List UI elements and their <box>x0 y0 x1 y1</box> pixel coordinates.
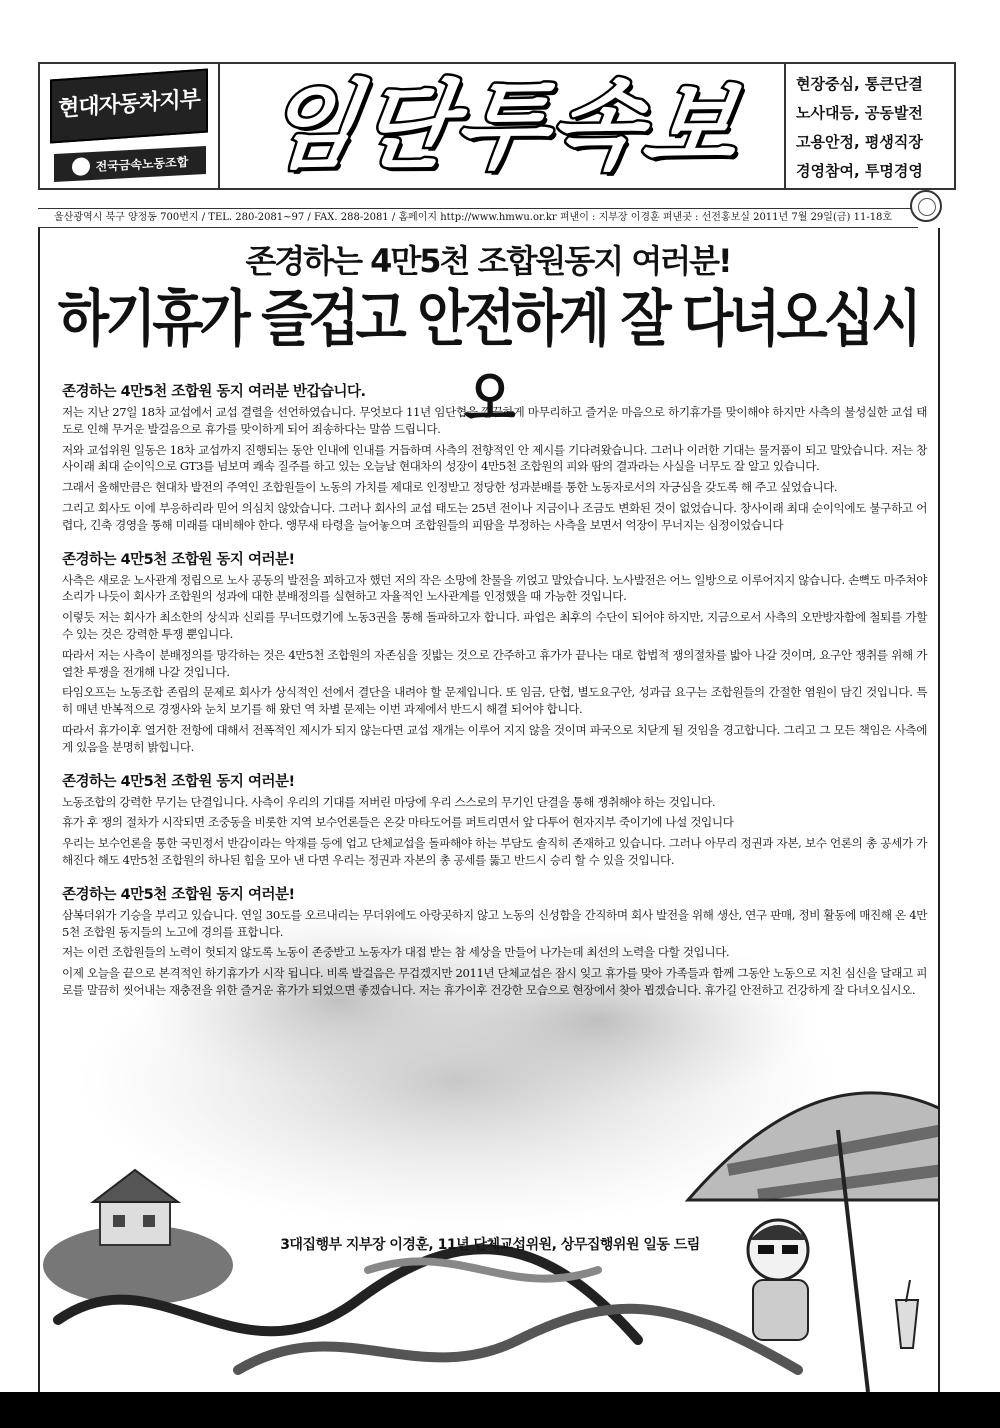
stamp-icon <box>910 190 942 222</box>
main-headline: 하기휴가 즐겁고 안전하게 잘 다녀오십시오 <box>57 284 919 435</box>
slogan-box <box>784 62 956 190</box>
paragraph: 우리는 보수언론을 통한 국민정서 반감이라는 악재를 등에 업고 단체교섭을 돌파해야 하는 부담도 솔직히 존재하고 있습니다. 그러나 아무리 정권과 자본, 보수 언론의 총 공세가 가해진다 해도 4만5천 조합원의 하나된 힘을 모아 낸 다면 우리는 정권과 자본의 총 공세를 뚫고 반드시 승리 할 수 있을 것입니다. <box>62 836 927 867</box>
paragraph: 따라서 휴가이후 열거한 전항에 대해서 전폭적인 제시가 되지 않는다면 교섭 재개는 이루어 지지 않을 것이며 파국으로 치닫게 될 것임을 경고합니다. 그리고 그 모든 책임은 사측에게 있음을 분명히 밝힙니다. <box>62 722 927 754</box>
paragraph: 따라서 저는 사측이 분배정의를 망각하는 것은 4만5천 조합원의 자존심을 짓밟는 것으로 간주하고 휴가가 끝나는 대로 합법적 쟁의절차를 밟아 나갈 것이며, 요구안 쟁취를 위해 가열찬 투쟁을 전개해 나갈 것입니다. <box>62 647 927 679</box>
logo-union-text: 전국금속노동조합 <box>95 154 189 174</box>
paragraph: 그래서 올해만큼은 현대차 발전의 주역인 조합원들이 노동의 가치를 제대로 인정받고 정당한 성과분배를 통한 노동자로서의 자긍심을 갖도록 해 주고 싶었습니다. <box>62 480 838 495</box>
logo-union-banner <box>54 146 206 182</box>
logo-flag-text: 현대자동차지부 <box>58 87 200 122</box>
section-greeting <box>62 380 927 534</box>
paragraph: 저는 지난 27일 18차 교섭에서 교섭 결렬을 선언하였습니다. 무엇보다 11년 임단협을 깔끔하게 마무리하고 즐거운 마음으로 하기휴가를 맞이해야 하지만 사측의 불성실한 교섭 태도로 인해 무거운 발걸음으로 휴가를 맞이하게 되어 죄송하다는 말씀 드립니다. <box>62 405 927 436</box>
publication-info: 울산광역시 북구 양정동 700번지 / TEL. 280-2081~97 / FAX. 288-2081 / 홈페이지 http://www.hmwu.or.kr 펴낸이 : 지부장 이경훈 펴낸곳 : 선전홍보실 2011년 7월 29일(금) 11-18호 <box>38 208 918 228</box>
paragraph: 이렇듯 저는 회사가 최소한의 상식과 신뢰를 무너뜨렸기에 노동3권을 통해 돌파하고자 합니다. 파업은 최후의 수단이 되어야 하지만, 지금으로서 사측의 오만방자함에 철퇴를 가할 수 있는 것은 강력한 투쟁 뿐입니다. <box>62 610 927 641</box>
paragraph: 그리고 회사도 이에 부응하리라 믿어 의심치 않았습니다. 그러나 회사의 교섭 태도는 25년 전이나 지금이나 조금도 변화된 것이 없었습니다. 창사이래 최대 순이익에도 불구하고 어렵다, 긴축 경영을 통해 미래를 대비해야 한다. 앵무새 타령을 늘어놓으며 조합원들의 피땀을 부정하는 사측을 보면서 억장이 무너지는 심정이었습니다 <box>62 500 927 532</box>
section-solidarity <box>62 770 927 869</box>
article-body <box>62 380 927 1013</box>
paragraph: 저는 이런 조합원들의 노력이 헛되지 않도록 노동이 존중받고 노동자가 대접 받는 참 세상을 만들어 나가는데 최선의 노력을 다할 것입니다. <box>62 945 730 960</box>
union-emblem-icon <box>72 157 90 176</box>
sub-headline: 존경하는 4만5천 조합원동지 여러분! <box>245 242 731 280</box>
slogan-3: 고용안정, 평생직장 <box>796 133 923 151</box>
masthead-title: 임단투속보 <box>257 70 747 182</box>
masthead <box>220 62 784 190</box>
paragraph: 휴가 후 쟁의 절차가 시작되면 조중동을 비롯한 지역 보수언론들은 온갖 마타도어를 퍼트리면서 앞 다투어 현자지부 죽이기에 나설 것입니다 <box>62 815 734 830</box>
section-labor-relations <box>62 548 927 756</box>
section-title: 존경하는 4만5천 조합원 동지 여러분 반갑습니다. <box>62 384 366 400</box>
union-logo <box>38 62 220 190</box>
slogan-2: 노사대등, 공동발전 <box>796 104 923 122</box>
section-title: 존경하는 4만5천 조합원 동지 여러분! <box>62 773 295 790</box>
logo-flag <box>50 68 208 143</box>
signature: 3대집행부 지부장 이경훈, 11년 단체교섭위원, 상무집행위원 일동 드림 <box>280 1237 700 1253</box>
slogan-1: 현장중심, 통큰단결 <box>796 75 923 93</box>
paragraph: 삼복더위가 기승을 부리고 있습니다. 연일 30도를 오르내리는 무더위에도 아랑곳하지 않고 노동의 신성함을 간직하며 회사 발전을 위해 생산, 연구 판매, 정비 활동에 매진해 온 4만5천 조합원 동지들의 노고에 경의를 표합니다. <box>62 907 927 939</box>
paragraph: 타임오프는 노동조합 존립의 문제로 회사가 상식적인 선에서 결단을 내려야 할 문제입니다. 또 임금, 단협, 별도요구안, 성과급 요구는 조합원들의 간절한 염원이 담긴 것입니다. 특히 매년 반복적으로 경쟁사와 눈치 보기를 해 왔던 역 차별 문제는 이번 과제에서 반드시 해결 되어야 합니다. <box>62 685 927 717</box>
paragraph: 사측은 새로운 노사관계 정립으로 노사 공동의 발전을 꾀하고자 했던 저의 작은 소망에 찬물을 끼얹고 말았습니다. 노사발전은 어느 일방으로 이루어지지 않습니다. 손뼉도 마주쳐야 소리가 나듯이 회사가 조합원의 성과에 대한 분배정의를 실현하고 자율적인 노사관계를 인정했을 때 가능한 것입니다. <box>62 572 927 604</box>
juice-glass-icon <box>896 1280 918 1348</box>
paragraph: 저와 교섭위원 일동은 18차 교섭까지 진행되는 동안 인내에 인내를 거듭하며 사측의 전향적인 안 제시를 기다려왔습니다. 그러나 이러한 기대는 물거품이 되고 말았습니다. 저는 창사이래 최대 순이익으로 GT3를 넘보며 쾌속 질주를 하고 있는 오늘날 현대차의 성장이 4만5천 조합원의 피와 땀의 결과라는 사실을 너무도 잘 알고 있습니다. <box>62 442 927 474</box>
paragraph: 노동조합의 강력한 무기는 단결입니다. 사측이 우리의 기대를 저버린 마당에 우리 스스로의 무기인 단결을 통해 쟁취해야 하는 것입니다. <box>62 794 716 809</box>
slogan-4: 경영참여, 투명경영 <box>796 162 923 180</box>
paragraph: 이제 오늘을 끝으로 본격적인 하기휴가가 시작 됩니다. 비록 발걸음은 무겁겠지만 2011년 단체교섭은 잠시 잊고 휴가를 맞아 가족들과 함께 그동안 노동으로 지친 심신을 달래고 피로를 말끔히 씻어내는 재충전을 위한 즐거운 휴가가 되었으면 좋겠습니다. 저는 휴가이후 건강한 모습으로 현장에서 찾아 뵙겠습니다. 휴가길 안전하고 건강하게 잘 다녀오십시오. <box>62 966 927 997</box>
section-title: 존경하는 4만5천 조합원 동지 여러분! <box>62 886 295 903</box>
section-title: 존경하는 4만5천 조합원 동지 여러분! <box>62 551 295 568</box>
